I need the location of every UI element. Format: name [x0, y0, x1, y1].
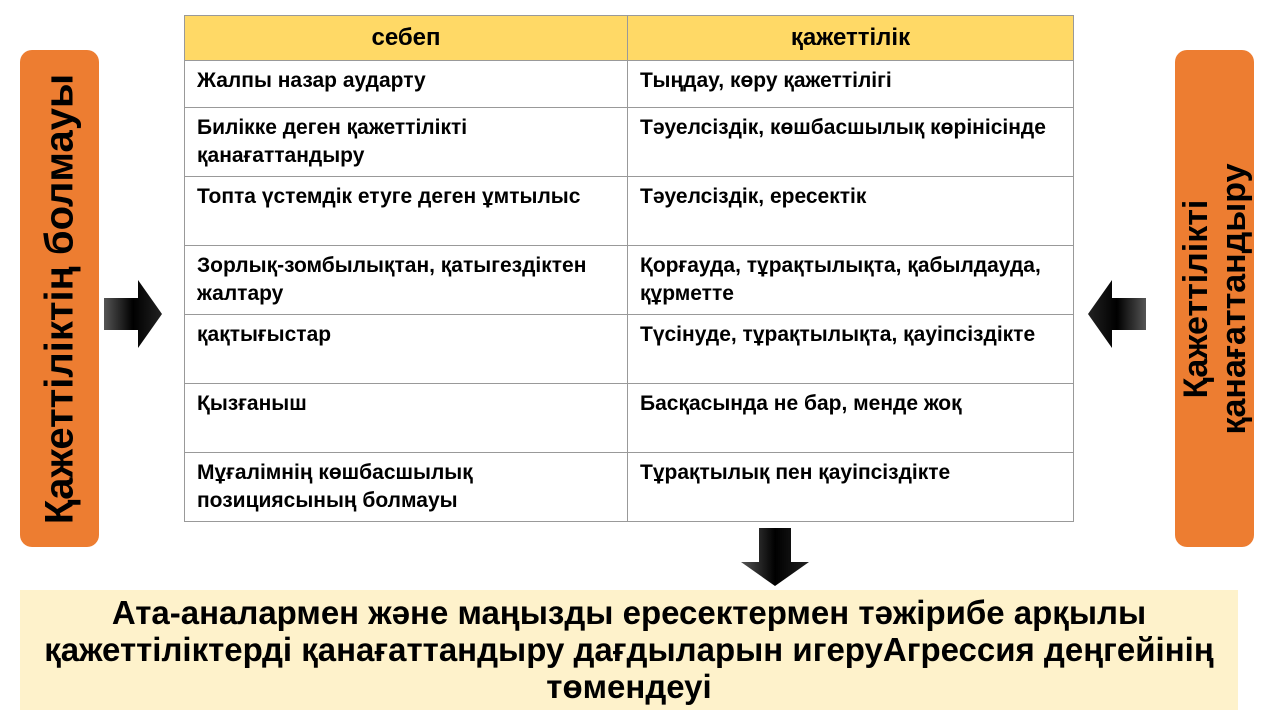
arrow-right-icon [104, 280, 164, 348]
need-cell: Басқасында не бар, менде жоқ [628, 384, 1074, 453]
table-row [185, 177, 1074, 246]
arrow-down-icon [740, 528, 810, 588]
right-label-line2: қанағаттандыру [1214, 162, 1253, 435]
conclusion-text: Ата-аналармен және маңызды ересектермен тәжірибе арқылы қажеттіліктерді қанағаттандыру дағдыларын игеруАгрессия деңгейінің төмендеуі [44, 594, 1214, 705]
cause-need-table [184, 15, 1074, 522]
need-cell: Тәуелсіздік, көшбасшылық көрінісінде [628, 108, 1074, 177]
header-cause: себеп [185, 16, 628, 61]
need-cell: Тәуелсіздік, ересектік [628, 177, 1074, 246]
right-side-box [1175, 50, 1254, 547]
arrow-left-icon [1086, 280, 1146, 348]
table-row [185, 315, 1074, 384]
left-side-box [20, 50, 99, 547]
need-cell: Тұрақтылық пен қауіпсіздікте [628, 453, 1074, 522]
need-cell: Түсінуде, тұрақтылықта, қауіпсіздікте [628, 315, 1074, 384]
right-label [1177, 163, 1253, 434]
cause-cell: Топта үстемдік етуге деген ұмтылыс [185, 177, 628, 246]
cause-cell: қақтығыстар [185, 315, 628, 384]
cause-cell: Қызғаныш [185, 384, 628, 453]
table-row [185, 61, 1074, 108]
table-row [185, 384, 1074, 453]
left-label: Қажеттіліктің болмауы [37, 73, 81, 524]
need-cell: Тыңдау, көру қажеттілігі [628, 61, 1074, 108]
conclusion-box [20, 590, 1238, 710]
table-row [185, 246, 1074, 315]
cause-cell: Мұғалімнің көшбасшылық позициясының болмауы [185, 453, 628, 522]
cause-cell: Билікке деген қажеттілікті қанағаттандыру [185, 108, 628, 177]
need-cell: Қорғауда, тұрақтылықта, қабылдауда, құрметте [628, 246, 1074, 315]
table-row [185, 108, 1074, 177]
cause-cell: Зорлық-зомбылықтан, қатыгездіктен жалтару [185, 246, 628, 315]
right-label-line1: Қажеттілікті [1176, 199, 1215, 398]
table-header-row [185, 16, 1074, 61]
cause-cell: Жалпы назар аударту [185, 61, 628, 108]
table-row [185, 453, 1074, 522]
header-need: қажеттілік [628, 16, 1074, 61]
